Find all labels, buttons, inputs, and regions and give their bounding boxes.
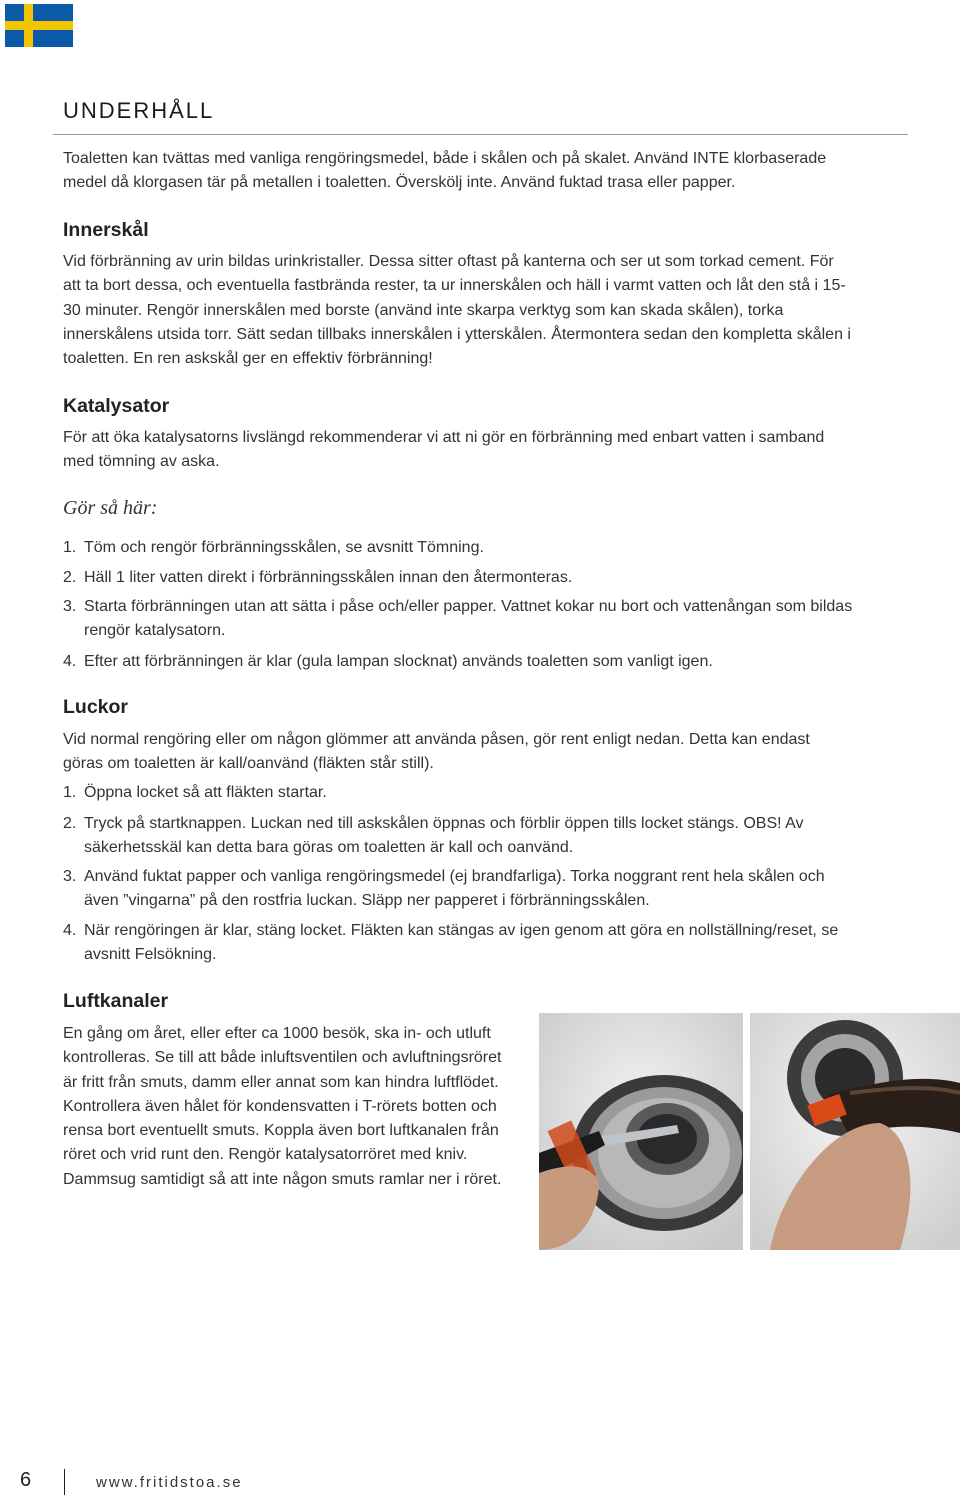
step-text: Öppna locket så att fläkten startar. <box>84 784 327 801</box>
step-text: Häll 1 liter vatten direkt i förbränningsskålen innan den återmonteras. <box>84 569 573 586</box>
page-number: 6 <box>20 1469 32 1491</box>
step-number: 4. <box>63 922 77 939</box>
step-text: När rengöringen är klar, stäng locket. Fläkten kan stängas av igen genom att göra en nollställning/reset, se avsnitt Felsökning. <box>84 922 839 964</box>
howto-label: Gör så här: <box>63 497 158 519</box>
photo-air-channel <box>750 1013 960 1250</box>
luckor-step <box>63 865 853 914</box>
photo-knife-cleaning <box>539 1013 743 1250</box>
innerskal-paragraph: Vid förbränning av urin bildas urinkristaller. Dessa sitter oftast på kanterna och ser ut som torkad cement. För att ta bort dessa, och eventuella fastbrända rester, ta ur innerskålen och häll i varmt vatten och låt den stå i 15-30 minuter. Rengör innerskålen med borste (använd inte skarpa verktyg som kan skada skålen), torka innerskålens utsida torr. Sätt sedan tillbaks innerskålen i ytterskålen. Återmontera sedan den kompletta skålen i toaletten. En ren askskål ger en effektiv förbränning! <box>63 253 851 368</box>
katalysator-step <box>63 595 853 644</box>
step-number: 1. <box>63 784 77 801</box>
step-text: Töm och rengör förbränningsskålen, se avsnitt Tömning. <box>84 539 484 556</box>
katalysator-step <box>63 536 853 560</box>
luckor-heading: Luckor <box>63 696 129 718</box>
step-number: 2. <box>63 569 77 586</box>
innerskal-heading: Innerskål <box>63 219 149 241</box>
luckor-step <box>63 781 853 805</box>
step-number: 4. <box>63 653 77 670</box>
katalysator-paragraph: För att öka katalysatorns livslängd rekommenderar vi att ni gör en förbränning med enbart vatten i samband med tömning av aska. <box>63 429 825 471</box>
luckor-paragraph: Vid normal rengöring eller om någon glömmer att använda påsen, gör rent enligt nedan. Detta kan endast göras om toaletten är kall/oanvänd (fläkten står still). <box>63 731 810 773</box>
step-number: 3. <box>63 868 77 885</box>
section-title: UNDERHÅLL <box>63 98 215 123</box>
step-text: Tryck på startknappen. Luckan ned till askskålen öppnas och förblir öppen tills locket stängs. OBS! Av säkerhetsskäl kan detta bara göras om toaletten är kall och oanvänd. <box>84 815 804 857</box>
footer-url: www.fritidstoa.se <box>96 1474 243 1491</box>
step-number: 2. <box>63 815 77 832</box>
luftkanaler-paragraph: En gång om året, eller efter ca 1000 besök, ska in- och utluft kontrolleras. Se till att både inluftsventilen och avluftningsröret är fritt från smuts, damm eller annat som kan hindra luftflödet. Kontrollera även hålet för kondensvatten i T-rörets botten och rensa bort eventuellt smuts. Koppla även bort luftkanalen från röret och vrid runt den. Rengör katalysatorröret med kniv. Dammsug samtidigt så att inte någon smuts ramlar ner i röret. <box>63 1025 502 1188</box>
katalysator-heading: Katalysator <box>63 395 170 417</box>
katalysator-step <box>63 650 853 674</box>
footer-divider <box>64 1469 65 1495</box>
luckor-step <box>63 919 853 968</box>
step-number: 1. <box>63 539 77 556</box>
step-text: Starta förbränningen utan att sätta i påse och/eller papper. Vattnet kokar nu bort och vattenångan som bildas rengör katalysatorn. <box>84 598 853 640</box>
luftkanaler-heading: Luftkanaler <box>63 990 169 1012</box>
luckor-step <box>63 812 853 861</box>
step-text: Använd fuktat papper och vanliga rengöringsmedel (ej brandfarliga). Torka noggrant rent hela skålen och även ”vingarna” på den rostfria luckan. Släpp ner papperet i förbränningsskålen. <box>84 868 825 910</box>
step-text: Efter att förbränningen är klar (gula lampan slocknat) används toaletten som vanligt igen. <box>84 653 713 670</box>
swedish-flag-icon <box>5 4 73 47</box>
title-divider <box>53 134 908 135</box>
katalysator-step <box>63 566 853 590</box>
intro-paragraph: Toaletten kan tvättas med vanliga rengöringsmedel, både i skålen och på skalet. Använd INTE klorbaserade medel då klorgasen tär på metallen i toaletten. Överskölj inte. Använd fuktad trasa eller papper. <box>63 150 827 192</box>
step-number: 3. <box>63 598 77 615</box>
